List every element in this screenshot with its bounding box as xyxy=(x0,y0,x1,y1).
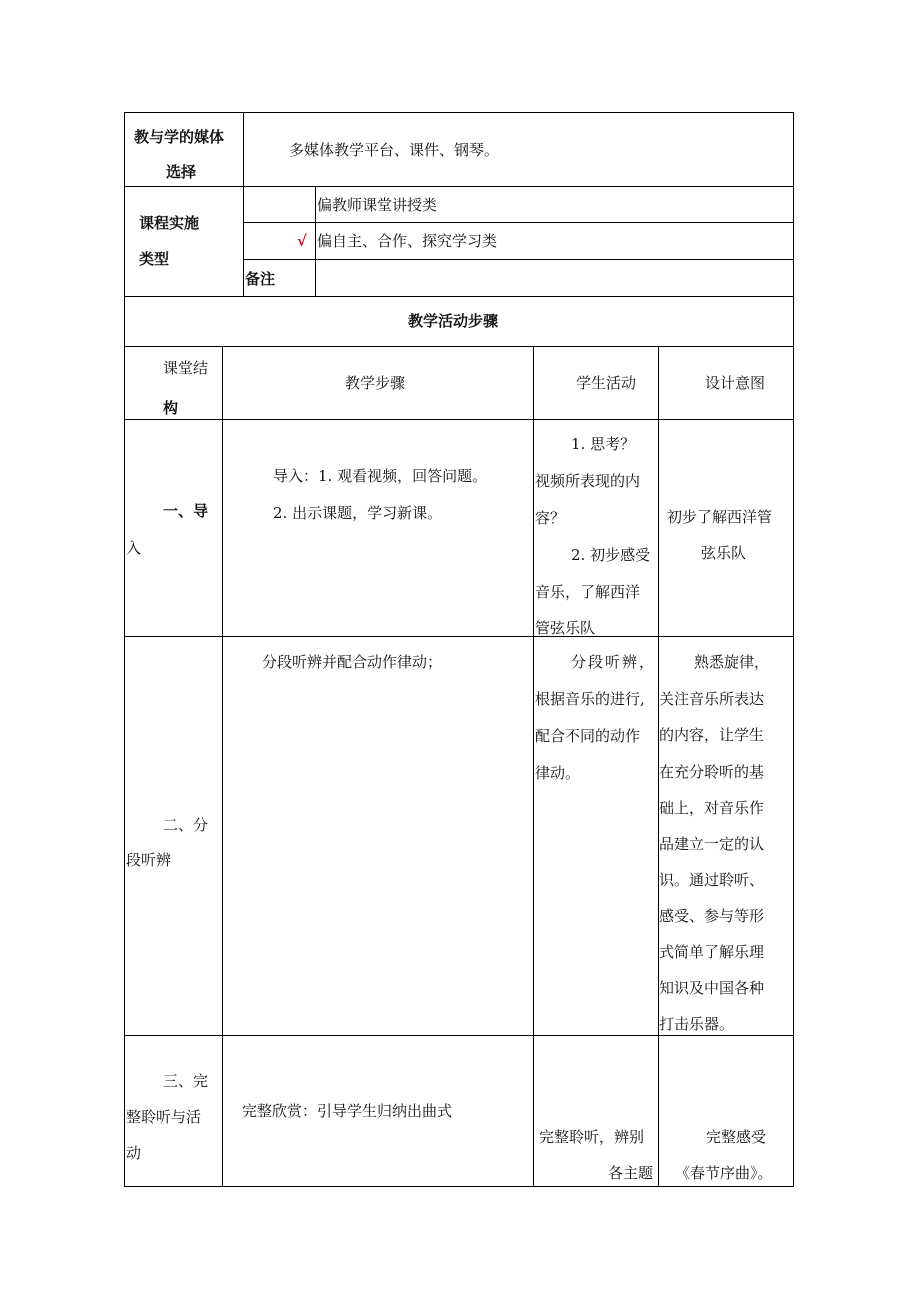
row1-student-l3: 容？ xyxy=(535,509,566,527)
course-type-label-line2: 类型 xyxy=(139,250,170,268)
row2-student-l1: 分段听辨， xyxy=(571,653,657,671)
row3-intent-l1: 完整感受 xyxy=(706,1128,767,1146)
row2-intent-l7: 识。通过聆听、 xyxy=(659,871,765,889)
row2-steps-line1: 分段听辨并配合动作律动； xyxy=(262,653,443,671)
remarks-label: 备注 xyxy=(245,270,276,288)
row2-intent-l2: 关注音乐所表达 xyxy=(659,690,765,708)
row1-student-l1: 1. 思考？ xyxy=(571,435,636,453)
course-type-label-line1: 课程实施 xyxy=(139,214,200,232)
row2-student-l2: 根据音乐的进行, xyxy=(535,690,645,708)
row3-structure-line3: 动 xyxy=(126,1144,142,1162)
row1-student-l4: 2. 初步感受 xyxy=(571,546,651,564)
row1-student-l2: 视频所表现的内 xyxy=(535,472,641,490)
row1-intent-l1: 初步了解西洋管 xyxy=(667,508,773,526)
media-label-line1: 教与学的媒体 xyxy=(134,128,225,146)
header-intent: 设计意图 xyxy=(705,374,766,392)
row2-student-l4: 律动。 xyxy=(535,764,581,782)
header-structure-line2: 构 xyxy=(163,399,179,417)
media-label-line2: 选择 xyxy=(166,163,197,181)
row2-structure-line1: 二、分 xyxy=(163,816,209,834)
row2-intent-l8: 感受、参与等形 xyxy=(659,907,765,925)
row2-intent-l6: 品建立一定的认 xyxy=(659,835,765,853)
row1-steps-line2: 2. 出示课题，学习新课。 xyxy=(273,504,443,522)
row1-student-l5: 音乐，了解西洋 xyxy=(535,583,641,601)
row1-intent-l2: 弦乐队 xyxy=(701,544,747,562)
type-option-lecture: 偏教师课堂讲授类 xyxy=(317,196,438,214)
media-value: 多媒体教学平台、课件、钢琴。 xyxy=(289,141,500,159)
row2-structure-line2: 段听辨 xyxy=(126,851,172,869)
row3-student-l1: 完整聆听，辨别 xyxy=(539,1128,645,1146)
row3-steps-line1: 完整欣赏：引导学生归纳出曲式 xyxy=(242,1102,453,1120)
row2-intent-l3: 的内容，让学生 xyxy=(659,726,765,744)
check-mark-icon: √ xyxy=(297,232,307,250)
row2-intent-l11: 打击乐器。 xyxy=(659,1015,735,1033)
header-structure-line1: 课堂结 xyxy=(163,359,209,377)
row2-intent-l5: 础上，对音乐作 xyxy=(659,799,765,817)
row1-structure-line1: 一、导 xyxy=(163,502,209,520)
row3-student-l2: 各主题 xyxy=(608,1164,654,1182)
row3-intent-l2: 《春节序曲》。 xyxy=(675,1164,773,1182)
row2-intent-l1: 熟悉旋律， xyxy=(694,653,770,671)
row1-steps-line1: 导入：1. 观看视频，回答问题。 xyxy=(273,467,488,485)
header-student: 学生活动 xyxy=(576,374,637,392)
type-option-self-study: 偏自主、合作、探究学习类 xyxy=(317,232,498,250)
row1-student-l6: 管弦乐队 xyxy=(535,619,596,637)
header-steps: 教学步骤 xyxy=(345,374,406,392)
row2-intent-l9: 式简单了解乐理 xyxy=(659,943,765,961)
row2-student-l3: 配合不同的动作 xyxy=(535,727,641,745)
row3-structure-line2: 整聆听与活 xyxy=(126,1108,202,1126)
activity-title: 教学活动步骤 xyxy=(408,312,499,330)
row3-structure-line1: 三、完 xyxy=(163,1072,209,1090)
row1-structure-line2: 入 xyxy=(126,539,142,557)
row2-intent-l10: 知识及中国各种 xyxy=(659,979,765,997)
row2-intent-l4: 在充分聆听的基 xyxy=(659,763,765,781)
